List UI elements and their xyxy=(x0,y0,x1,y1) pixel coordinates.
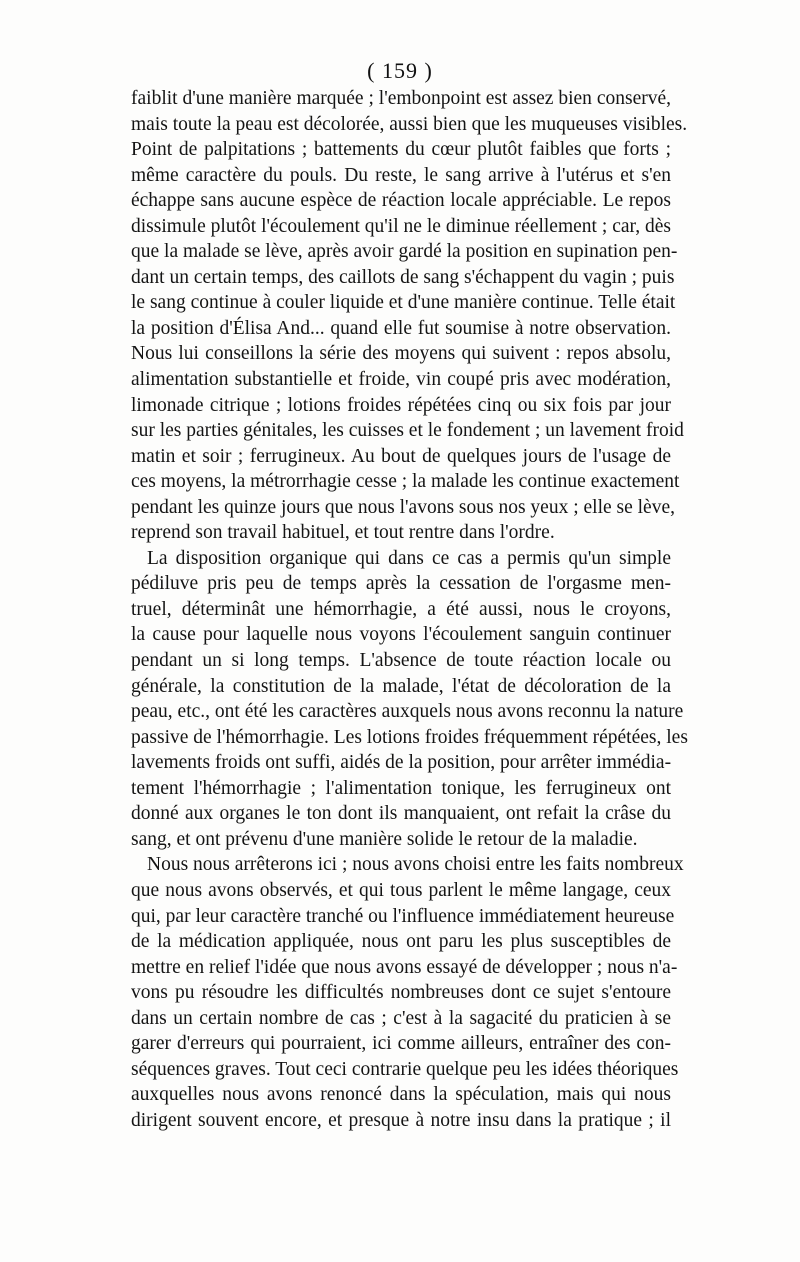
text-line: peau, etc., ont été les caractères auxquels nous avons reconnu la nature xyxy=(131,701,684,723)
paragraph xyxy=(131,546,688,853)
text-line: échappe sans aucune espèce de réaction locale appréciable. Le repos xyxy=(131,190,671,212)
text-line: dissimule plutôt l'écoulement qu'il ne le diminue réellement ; car, dès xyxy=(131,215,671,237)
text-line: la position d'Élisa And... quand elle fut soumise à notre observation. xyxy=(131,317,671,339)
text-line: que la malade se lève, après avoir gardé la position en supination pen- xyxy=(131,241,678,263)
paragraph xyxy=(131,86,688,546)
text-line: sur les parties génitales, les cuisses et le fondement ; un lavement froid xyxy=(131,420,684,442)
text-line: pendant un si long temps. L'absence de toute réaction locale ou xyxy=(131,650,671,672)
text-line: Nous lui conseillons la série des moyens qui suivent : repos absolu, xyxy=(131,343,671,365)
text-line: dirigent souvent encore, et presque à notre insu dans la pratique ; il xyxy=(131,1109,671,1131)
text-line: vons pu résoudre les difficultés nombreuses dont ce sujet s'entoure xyxy=(131,982,671,1004)
text-line: séquences graves. Tout ceci contrarie quelque peu les idées théoriques xyxy=(131,1058,679,1080)
text-line: garer d'erreurs qui pourraient, ici comme ailleurs, entraîner des con- xyxy=(131,1033,671,1055)
text-line: de la médication appliquée, nous ont paru les plus susceptibles de xyxy=(131,931,671,953)
text-line: faiblit d'une manière marquée ; l'embonpoint est assez bien conservé, xyxy=(131,88,671,109)
text-line: mettre en relief l'idée que nous avons essayé de développer ; nous n'a- xyxy=(131,956,678,978)
page-number: ( 159 ) xyxy=(367,58,433,83)
text-line: la cause pour laquelle nous voyons l'écoulement sanguin continuer xyxy=(131,624,671,646)
text-line: ces moyens, la métrorrhagie cesse ; la malade les continue exactement xyxy=(131,471,680,493)
text-line: même caractère du pouls. Du reste, le sang arrive à l'utérus et s'en xyxy=(131,164,671,186)
text-line: lavements froids ont suffi, aidés de la position, pour arrêter immédia- xyxy=(131,752,672,774)
text-line: tement l'hémorrhagie ; l'alimentation tonique, les ferrugineux ont xyxy=(131,777,671,799)
text-line: sang, et ont prévenu d'une manière solide le retour de la maladie. xyxy=(131,828,638,850)
text-line: passive de l'hémorrhagie. Les lotions froides fréquemment répétées, les xyxy=(131,726,688,748)
text-line: que nous avons observés, et qui tous parlent le même langage, ceux xyxy=(131,879,671,901)
body-text xyxy=(131,86,688,1133)
text-line: qui, par leur caractère tranché ou l'influence immédiatement heureuse xyxy=(131,905,675,927)
text-line: générale, la constitution de la malade, l'état de décoloration de la xyxy=(131,675,671,697)
text-line: Point de palpitations ; battements du cœur plutôt faibles que forts ; xyxy=(131,139,671,161)
text-line: dant un certain temps, des caillots de sang s'échappent du vagin ; puis xyxy=(131,266,675,288)
text-line: donné aux organes le ton dont ils manquaient, ont refait la crâse du xyxy=(131,803,671,825)
text-line: le sang continue à couler liquide et d'une manière continue. Telle était xyxy=(131,292,676,314)
text-line: truel, déterminât une hémorrhagie, a été aussi, nous le croyons, xyxy=(131,598,671,620)
text-line: auxquelles nous avons renoncé dans la spéculation, mais qui nous xyxy=(131,1084,671,1106)
text-line: mais toute la peau est décolorée, aussi bien que les muqueuses visibles. xyxy=(131,113,688,135)
text-line: alimentation substantielle et froide, vin coupé pris avec modération, xyxy=(131,369,671,391)
text-line: matin et soir ; ferrugineux. Au bout de quelques jours de l'usage de xyxy=(131,445,671,467)
text-line: La disposition organique qui dans ce cas a permis qu'un simple xyxy=(147,547,671,569)
text-line: pendant les quinze jours que nous l'avons sous nos yeux ; elle se lève, xyxy=(131,496,675,518)
text-line: reprend son travail habituel, et tout rentre dans l'ordre. xyxy=(131,522,555,544)
text-line: pédiluve pris peu de temps après la cessation de l'orgasme men- xyxy=(131,573,671,595)
paragraph xyxy=(131,852,684,1133)
text-line: dans un certain nombre de cas ; c'est à la sagacité du praticien à se xyxy=(131,1007,671,1029)
text-line: limonade citrique ; lotions froides répétées cinq ou six fois par jour xyxy=(131,394,671,416)
text-line: Nous nous arrêterons ici ; nous avons choisi entre les faits nombreux xyxy=(147,854,684,876)
